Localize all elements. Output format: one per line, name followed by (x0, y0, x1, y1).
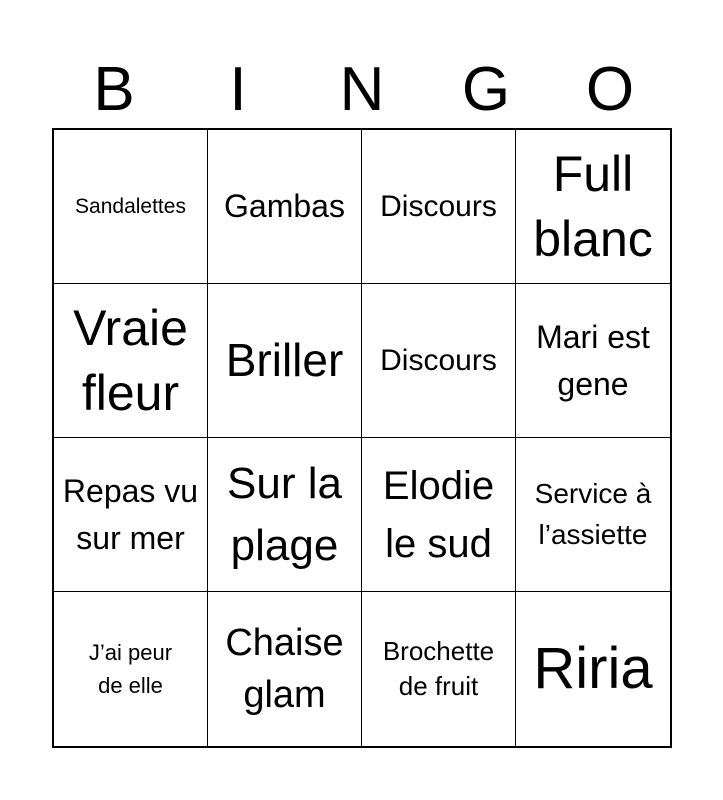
bingo-cell[interactable] (208, 592, 362, 746)
cell-text: Vraie fleur (73, 299, 188, 421)
cell-text: Riria (533, 636, 653, 702)
cell-text: Elodie le sud (382, 463, 495, 566)
cell-text: J’ai peur de elle (88, 640, 173, 698)
header-letter-o: O (585, 55, 635, 124)
bingo-header (52, 52, 672, 128)
header-letter-i: I (229, 55, 247, 124)
bingo-cell[interactable] (208, 130, 362, 284)
bingo-cell[interactable] (362, 130, 516, 284)
cell-text: Sur la plage (227, 458, 342, 570)
cell-text: Briller (225, 334, 344, 387)
bingo-cell[interactable] (516, 284, 670, 438)
cell-text: Discours (380, 190, 497, 223)
cell-text: Repas vu sur mer (62, 473, 199, 556)
bingo-cell[interactable] (54, 438, 208, 592)
bingo-cell[interactable] (516, 438, 670, 592)
bingo-cell[interactable] (208, 438, 362, 592)
bingo-cell[interactable] (516, 592, 670, 746)
cell-text: Gambas (224, 187, 345, 224)
header-letter-b: B (93, 55, 135, 124)
cell-text: Brochette de fruit (382, 635, 495, 701)
bingo-cell[interactable] (362, 592, 516, 746)
bingo-board (52, 128, 672, 748)
bingo-cell[interactable] (208, 284, 362, 438)
bingo-cell[interactable] (54, 592, 208, 746)
cell-text: Discours (380, 344, 497, 377)
bingo-cell[interactable] (54, 284, 208, 438)
cell-text: Chaise glam (225, 621, 344, 716)
bingo-cell[interactable] (362, 438, 516, 592)
cell-text: Service à l’assiette (534, 477, 652, 550)
bingo-cell[interactable] (54, 130, 208, 284)
header-letter-g: G (461, 55, 511, 124)
cell-text: Sandalettes (75, 194, 186, 218)
header-letter-n: N (339, 55, 385, 124)
cell-text: Full blanc (533, 145, 653, 267)
bingo-cell[interactable] (362, 284, 516, 438)
cell-text: Mari est gene (536, 319, 650, 402)
bingo-cell[interactable] (516, 130, 670, 284)
